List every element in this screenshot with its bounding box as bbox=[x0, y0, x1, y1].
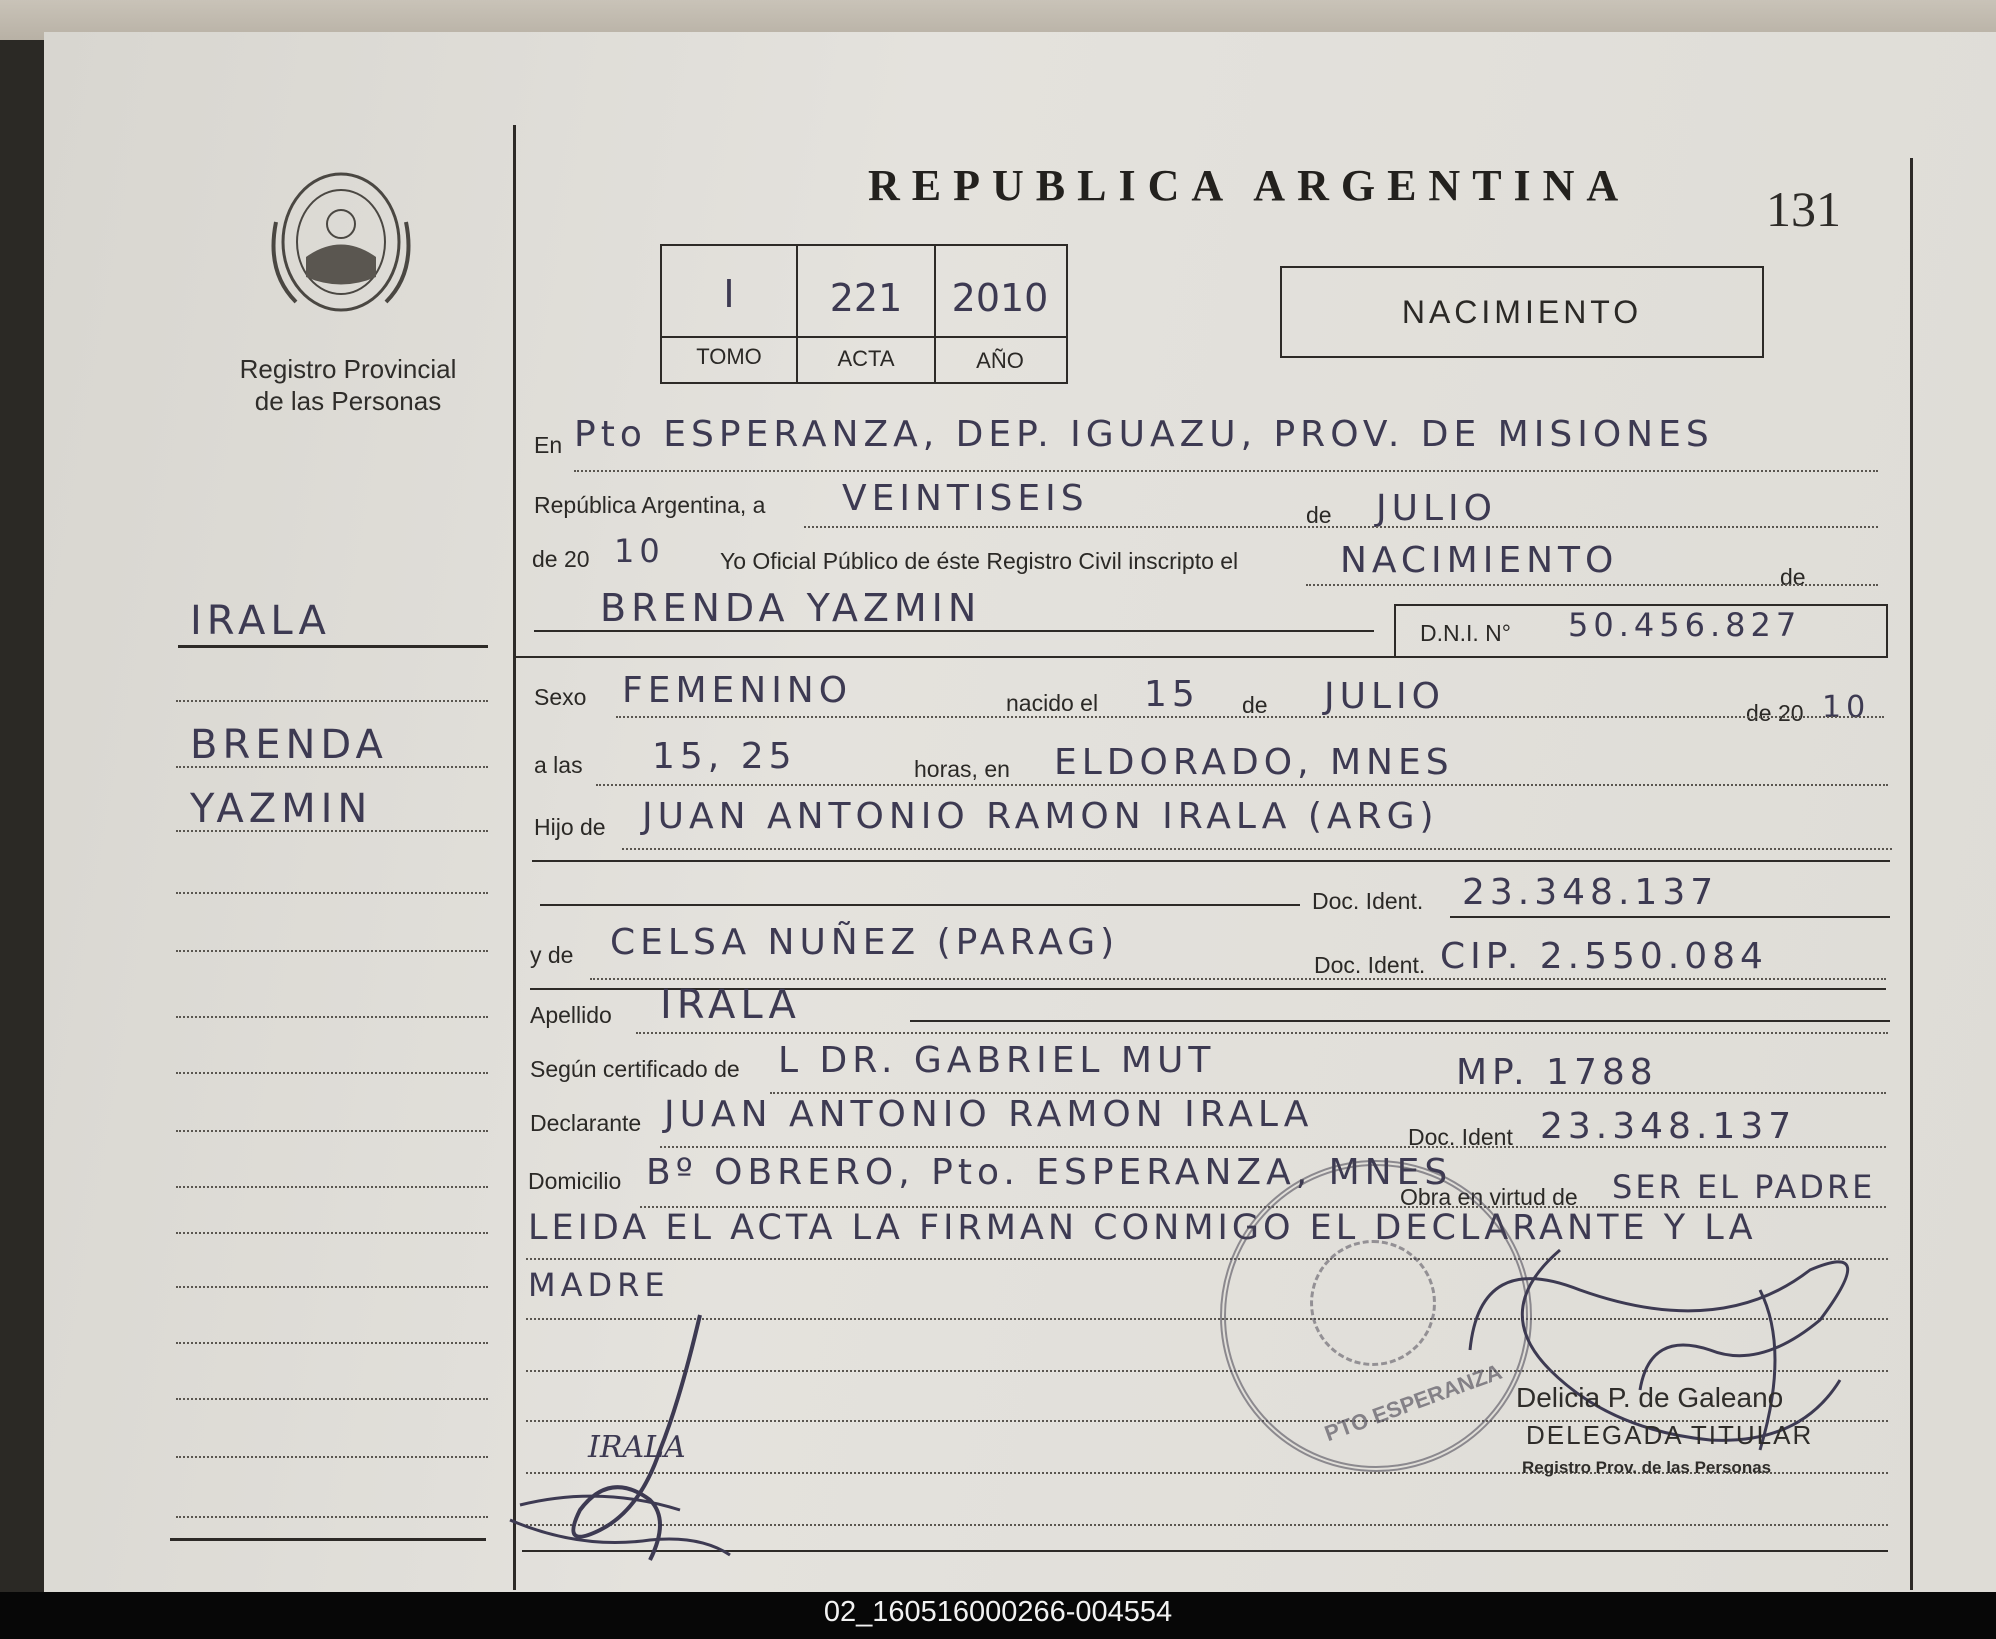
de20-label: de 20 bbox=[532, 546, 590, 572]
margin-name2: YAZMIN bbox=[190, 786, 373, 832]
republica-label: República Argentina, a bbox=[534, 492, 766, 518]
anio-label: AÑO bbox=[976, 348, 1024, 373]
field-line bbox=[574, 470, 1878, 472]
nac-mes-value: JULIO bbox=[1324, 676, 1445, 717]
mes-value: JULIO bbox=[1376, 488, 1497, 529]
obra-value: SER EL PADRE bbox=[1612, 1168, 1876, 1206]
acta-label: ACTA bbox=[837, 346, 895, 371]
nombre-value: BRENDA YAZMIN bbox=[600, 586, 982, 630]
field-line bbox=[1306, 584, 1878, 586]
oficial-text: Yo Oficial Público de éste Registro Civil inscripto el bbox=[720, 548, 1239, 574]
folio-number: 131 bbox=[1766, 181, 1841, 237]
stamp-text: PTO ESPERANZA bbox=[1321, 1358, 1506, 1447]
scan-id: 02_160516000266-004554 bbox=[823, 1596, 1173, 1628]
margin-dotted-line bbox=[176, 950, 488, 952]
document-title: REPUBLICA ARGENTINA bbox=[868, 161, 1631, 210]
margin-dotted-line bbox=[176, 1516, 488, 1518]
dni-label: D.N.I. N° bbox=[1420, 620, 1511, 646]
de20-label2: de 20 bbox=[1746, 700, 1804, 726]
field-line bbox=[622, 848, 1892, 850]
acta-value: 221 bbox=[829, 276, 903, 320]
declarante-label: Declarante bbox=[530, 1110, 642, 1136]
tomo-value: I bbox=[723, 272, 735, 316]
tomo-label: TOMO bbox=[696, 344, 762, 369]
margin-dotted-line bbox=[176, 1072, 488, 1074]
frame-right-line bbox=[1910, 158, 1913, 1590]
padre-value: JUAN ANTONIO RAMON IRALA (ARG) bbox=[642, 796, 1439, 837]
act-type-box: NACIMIENTO bbox=[1280, 266, 1764, 358]
declarante-value: JUAN ANTONIO RAMON IRALA bbox=[664, 1094, 1314, 1135]
dni-value: 50.456.827 bbox=[1568, 606, 1802, 644]
field-line bbox=[804, 526, 1878, 528]
margin-surname: IRALA bbox=[190, 598, 331, 644]
domicilio-label: Domicilio bbox=[528, 1168, 622, 1194]
field-line bbox=[1450, 916, 1890, 918]
certificado-label: Según certificado de bbox=[530, 1056, 740, 1082]
field-line bbox=[910, 1020, 1890, 1022]
oficial-org: Registro Prov. de las Personas bbox=[1522, 1458, 1772, 1477]
field-line bbox=[636, 1032, 1888, 1034]
field-line bbox=[660, 1146, 1886, 1148]
de-label: de bbox=[1306, 502, 1332, 528]
sexo-label: Sexo bbox=[534, 684, 587, 710]
alas-label: a las bbox=[534, 752, 583, 778]
yde-label: y de bbox=[530, 942, 574, 968]
sexo-value: FEMENINO bbox=[622, 670, 853, 711]
margin-dotted-line bbox=[176, 1342, 488, 1344]
domicilio-value: Bº OBRERO, Pto. ESPERANZA, MNES bbox=[646, 1152, 1453, 1193]
margin-bottom-rule bbox=[170, 1538, 486, 1541]
margin-dotted-line bbox=[176, 1232, 488, 1234]
nota-line2: MADRE bbox=[528, 1266, 670, 1304]
margin-name1: BRENDA bbox=[190, 722, 388, 768]
nacido-label: nacido el bbox=[1006, 690, 1099, 716]
official-stamp-center bbox=[1310, 1240, 1436, 1366]
margin-dotted-line bbox=[176, 892, 488, 894]
nac-dia-value: 15 bbox=[1144, 674, 1200, 715]
registry-name-line1: Registro Provincial bbox=[239, 354, 457, 384]
lugar-value: Pto ESPERANZA, DEP. IGUAZU, PROV. DE MISIONES bbox=[574, 414, 1714, 455]
registry-name-line2: de las Personas bbox=[254, 386, 442, 416]
margin-dotted-line bbox=[176, 1130, 488, 1132]
madre-doc-value: CIP. 2.550.084 bbox=[1440, 936, 1768, 977]
madre-value: CELSA NUÑEZ (PARAG) bbox=[610, 922, 1120, 963]
field-line bbox=[532, 860, 1890, 862]
nota-line1: LEIDA EL ACTA LA FIRMAN CONMIGO EL DECLARANTE Y LA bbox=[528, 1208, 1757, 1248]
province-seal-icon bbox=[266, 162, 416, 322]
hora-value: 15, 25 bbox=[652, 736, 797, 777]
field-line bbox=[616, 716, 1884, 718]
inscripto-value: NACIMIENTO bbox=[1340, 540, 1619, 581]
anio-value: 2010 bbox=[951, 276, 1049, 320]
oficial-cargo: DELEGADA TITULAR bbox=[1526, 1420, 1814, 1450]
record-box-divider bbox=[660, 336, 1066, 338]
de-label3: de bbox=[1242, 692, 1268, 718]
field-line bbox=[596, 784, 1888, 786]
nac-anio-value: 10 bbox=[1822, 690, 1871, 725]
margin-dotted-line bbox=[176, 766, 488, 768]
margin-dotted-line bbox=[176, 1398, 488, 1400]
doc-label: Doc. Ident. bbox=[1312, 888, 1424, 914]
apellido-label: Apellido bbox=[530, 1002, 612, 1028]
margin-dotted-line bbox=[176, 1286, 488, 1288]
certificado-value: L DR. GABRIEL MUT bbox=[778, 1040, 1216, 1081]
de-label2: de bbox=[1780, 564, 1806, 590]
apellido-value: IRALA bbox=[660, 982, 801, 1028]
lugar-nac-value: ELDORADO, MNES bbox=[1054, 742, 1454, 783]
declarante-doc-value: 23.348.137 bbox=[1540, 1106, 1797, 1147]
padre-doc-value: 23.348.137 bbox=[1462, 872, 1719, 913]
margin-dotted-line bbox=[176, 1456, 488, 1458]
margin-dotted-line bbox=[176, 1016, 488, 1018]
firma1-text: IRALA bbox=[588, 1430, 686, 1465]
obra-label: Obra en virtud de bbox=[1400, 1184, 1578, 1210]
field-line bbox=[534, 630, 1374, 632]
field-line bbox=[540, 904, 1300, 906]
dia-value: VEINTISEIS bbox=[842, 478, 1089, 519]
margin-dotted-line bbox=[176, 700, 488, 702]
field-line bbox=[516, 656, 1886, 658]
field-line bbox=[590, 978, 1886, 980]
doc-label2: Doc. Ident. bbox=[1314, 952, 1426, 978]
horas-label: horas, en bbox=[914, 756, 1010, 782]
en-label: En bbox=[534, 432, 563, 458]
matricula-value: MP. 1788 bbox=[1456, 1052, 1658, 1093]
anio-corto-value: 10 bbox=[614, 532, 665, 570]
margin-dotted-line bbox=[176, 1186, 488, 1188]
hijo-label: Hijo de bbox=[534, 814, 606, 840]
margin-rule bbox=[178, 645, 488, 648]
doc-label3: Doc. Ident bbox=[1408, 1124, 1513, 1150]
oficial-nombre: Delicia P. de Galeano bbox=[1516, 1382, 1784, 1413]
margin-dotted-line bbox=[176, 830, 488, 832]
